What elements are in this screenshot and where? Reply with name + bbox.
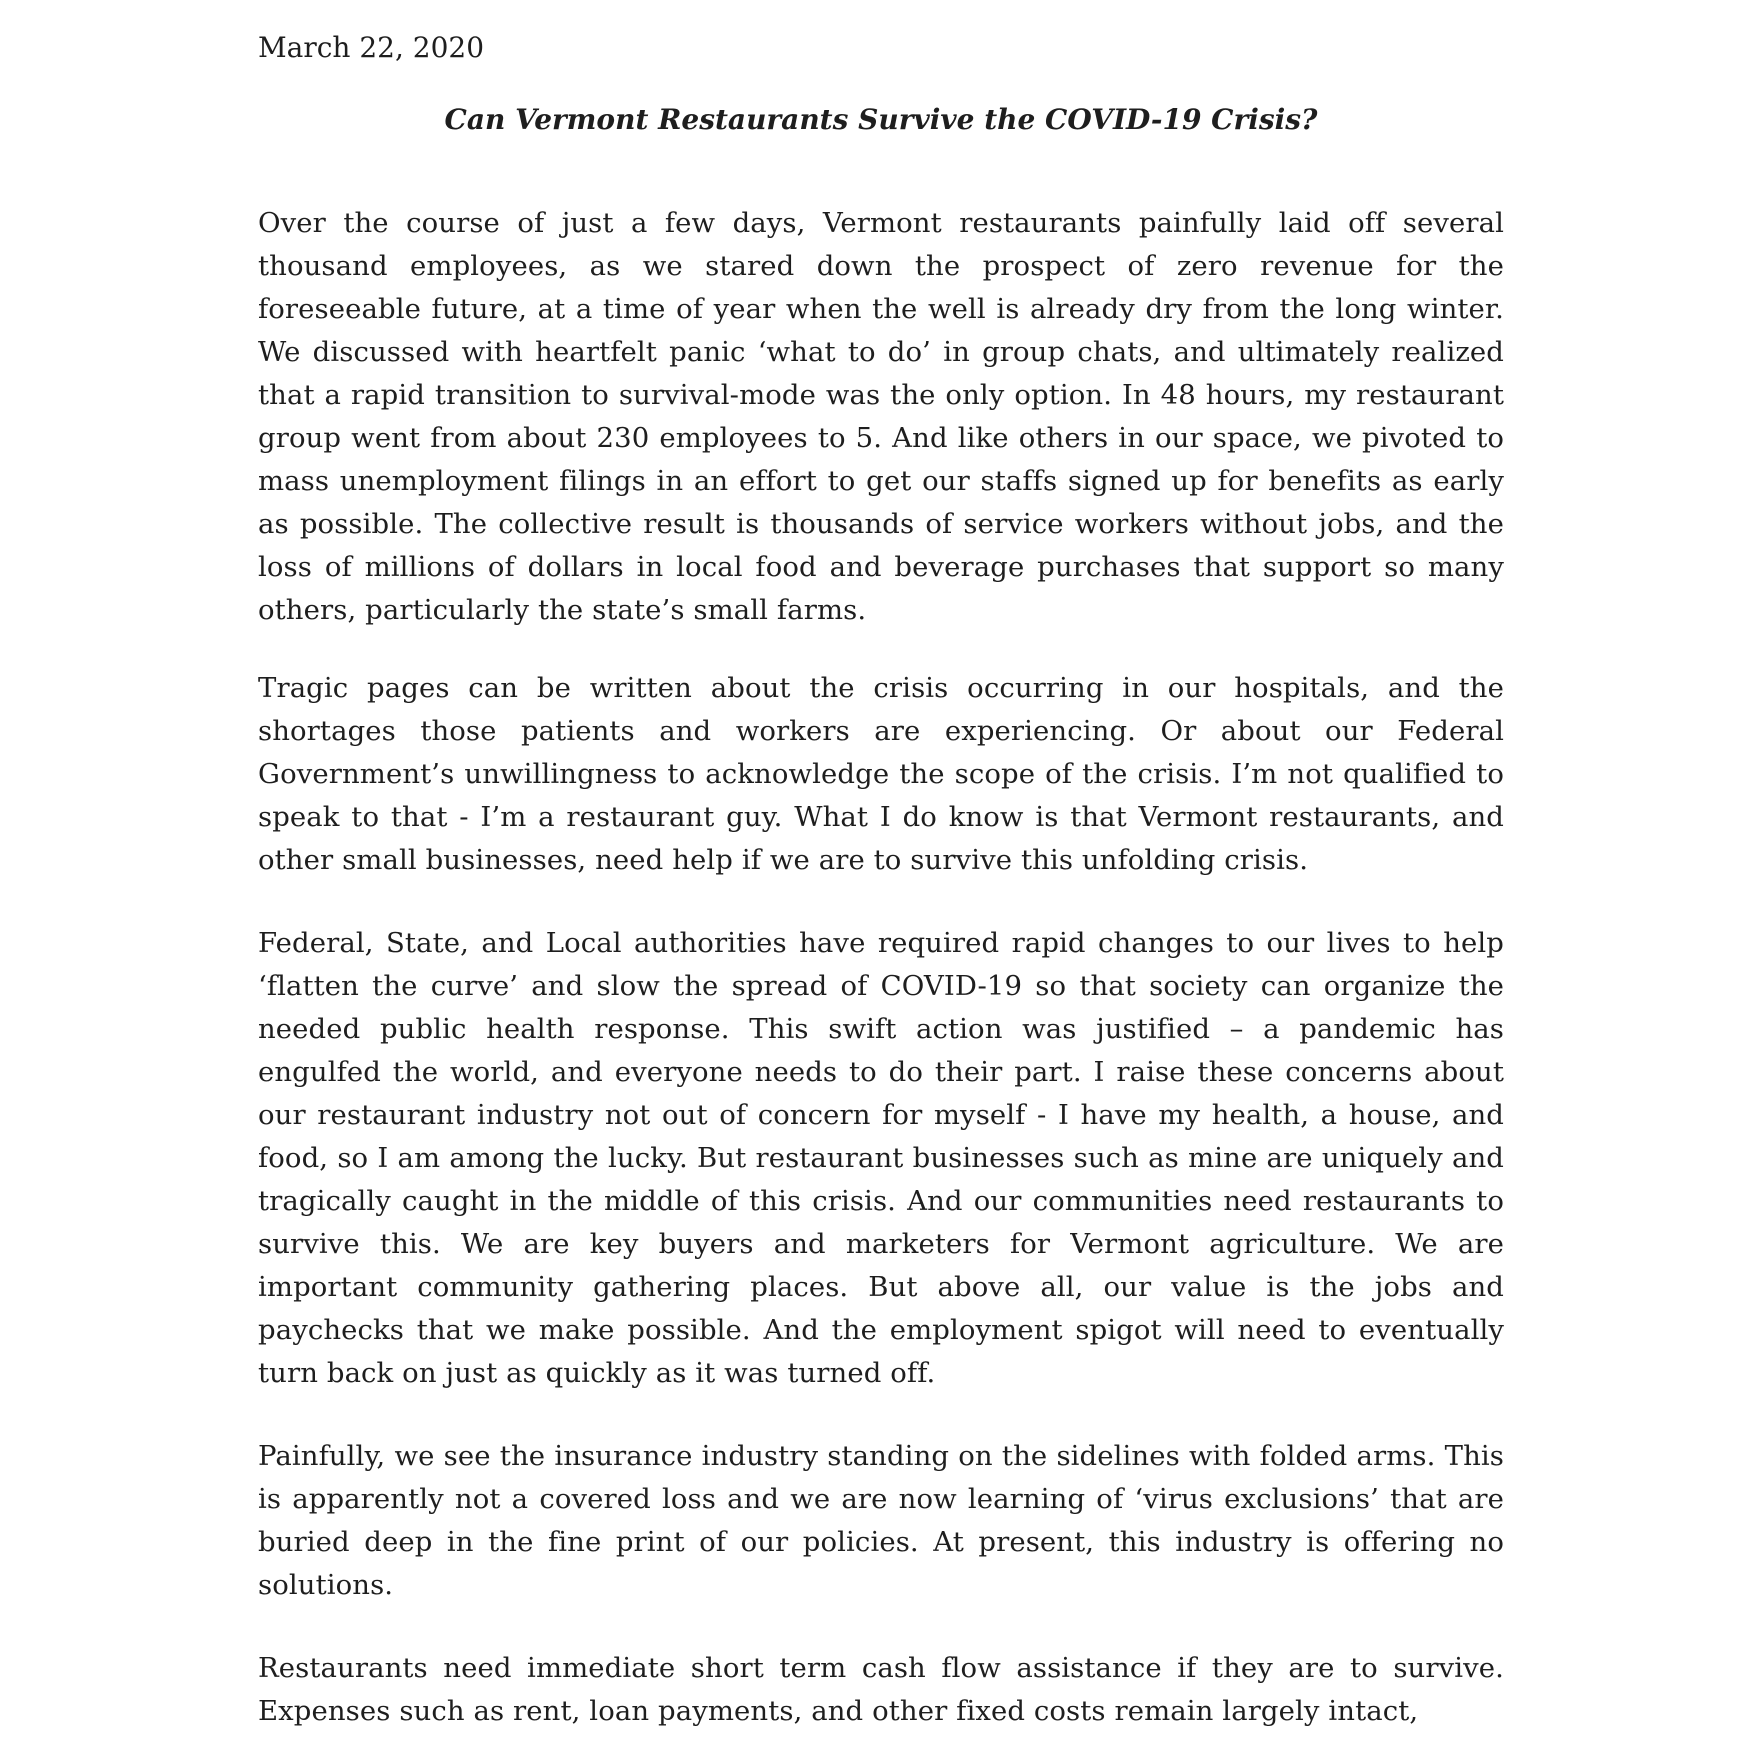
document-title: Can Vermont Restaurants Survive the COVID-19 Crisis? xyxy=(444,103,1318,136)
paragraph-1: Over the course of just a few days, Vermont restaurants painfully laid off several thousand employees, as we stared down the prospect of zero revenue for the foreseeable future, at a time of year when the well is already dry from the long winter. We discussed with heartfelt panic ‘what to do’ in group chats, and ultimately realized that a rapid transition to survival-mode was the only option. In 48 hours, my restaurant group went from about 230 employees to 5. And like others in our space, we pivoted to mass unemployment filings in an effort to get our staffs signed up for benefits as early as possible. The collective result is thousands of service workers without jobs, and the loss of millions of dollars in local food and beverage purchases that support so many others, particularly the state’s small farms. xyxy=(258,207,1504,626)
paragraph-2: Tragic pages can be written about the crisis occurring in our hospitals, and the shortages those patients and workers are experiencing. Or about our Federal Government’s unwillingness to acknowledge the scope of the crisis. I’m not qualified to speak to that - I’m a restaurant guy. What I do know is that Vermont restaurants, and other small businesses, need help if we are to survive this unfolding crisis. xyxy=(258,672,1504,876)
paragraph-3: Federal, State, and Local authorities have required rapid changes to our lives to help ‘flatten the curve’ and slow the spread of COVID-19 so that society can organize the needed public health response. This swift action was justified – a pandemic has engulfed the world, and everyone needs to do their part. I raise these concerns about our restaurant industry not out of concern for myself - I have my health, a house, and food, so I am among the lucky. But restaurant businesses such as mine are uniquely and tragically caught in the middle of this crisis. And our communities need restaurants to survive this. We are key buyers and marketers for Vermont agriculture. We are important community gathering places. But above all, our value is the jobs and paychecks that we make possible. And the employment spigot will need to eventually turn back on just as quickly as it was turned off. xyxy=(258,927,1504,1389)
paragraph-4: Painfully, we see the insurance industry standing on the sidelines with folded arms. This is apparently not a covered loss and we are now learning of ‘virus exclusions’ that are buried deep in the fine print of our policies. At present, this industry is offering no solutions. xyxy=(258,1440,1504,1601)
document-body xyxy=(258,26,1504,1733)
paragraph-5: Restaurants need immediate short term cash flow assistance if they are to survive. Expenses such as rent, loan payments, and other fixed costs remain largely intact, xyxy=(258,1652,1504,1727)
document-date: March 22, 2020 xyxy=(258,31,485,64)
